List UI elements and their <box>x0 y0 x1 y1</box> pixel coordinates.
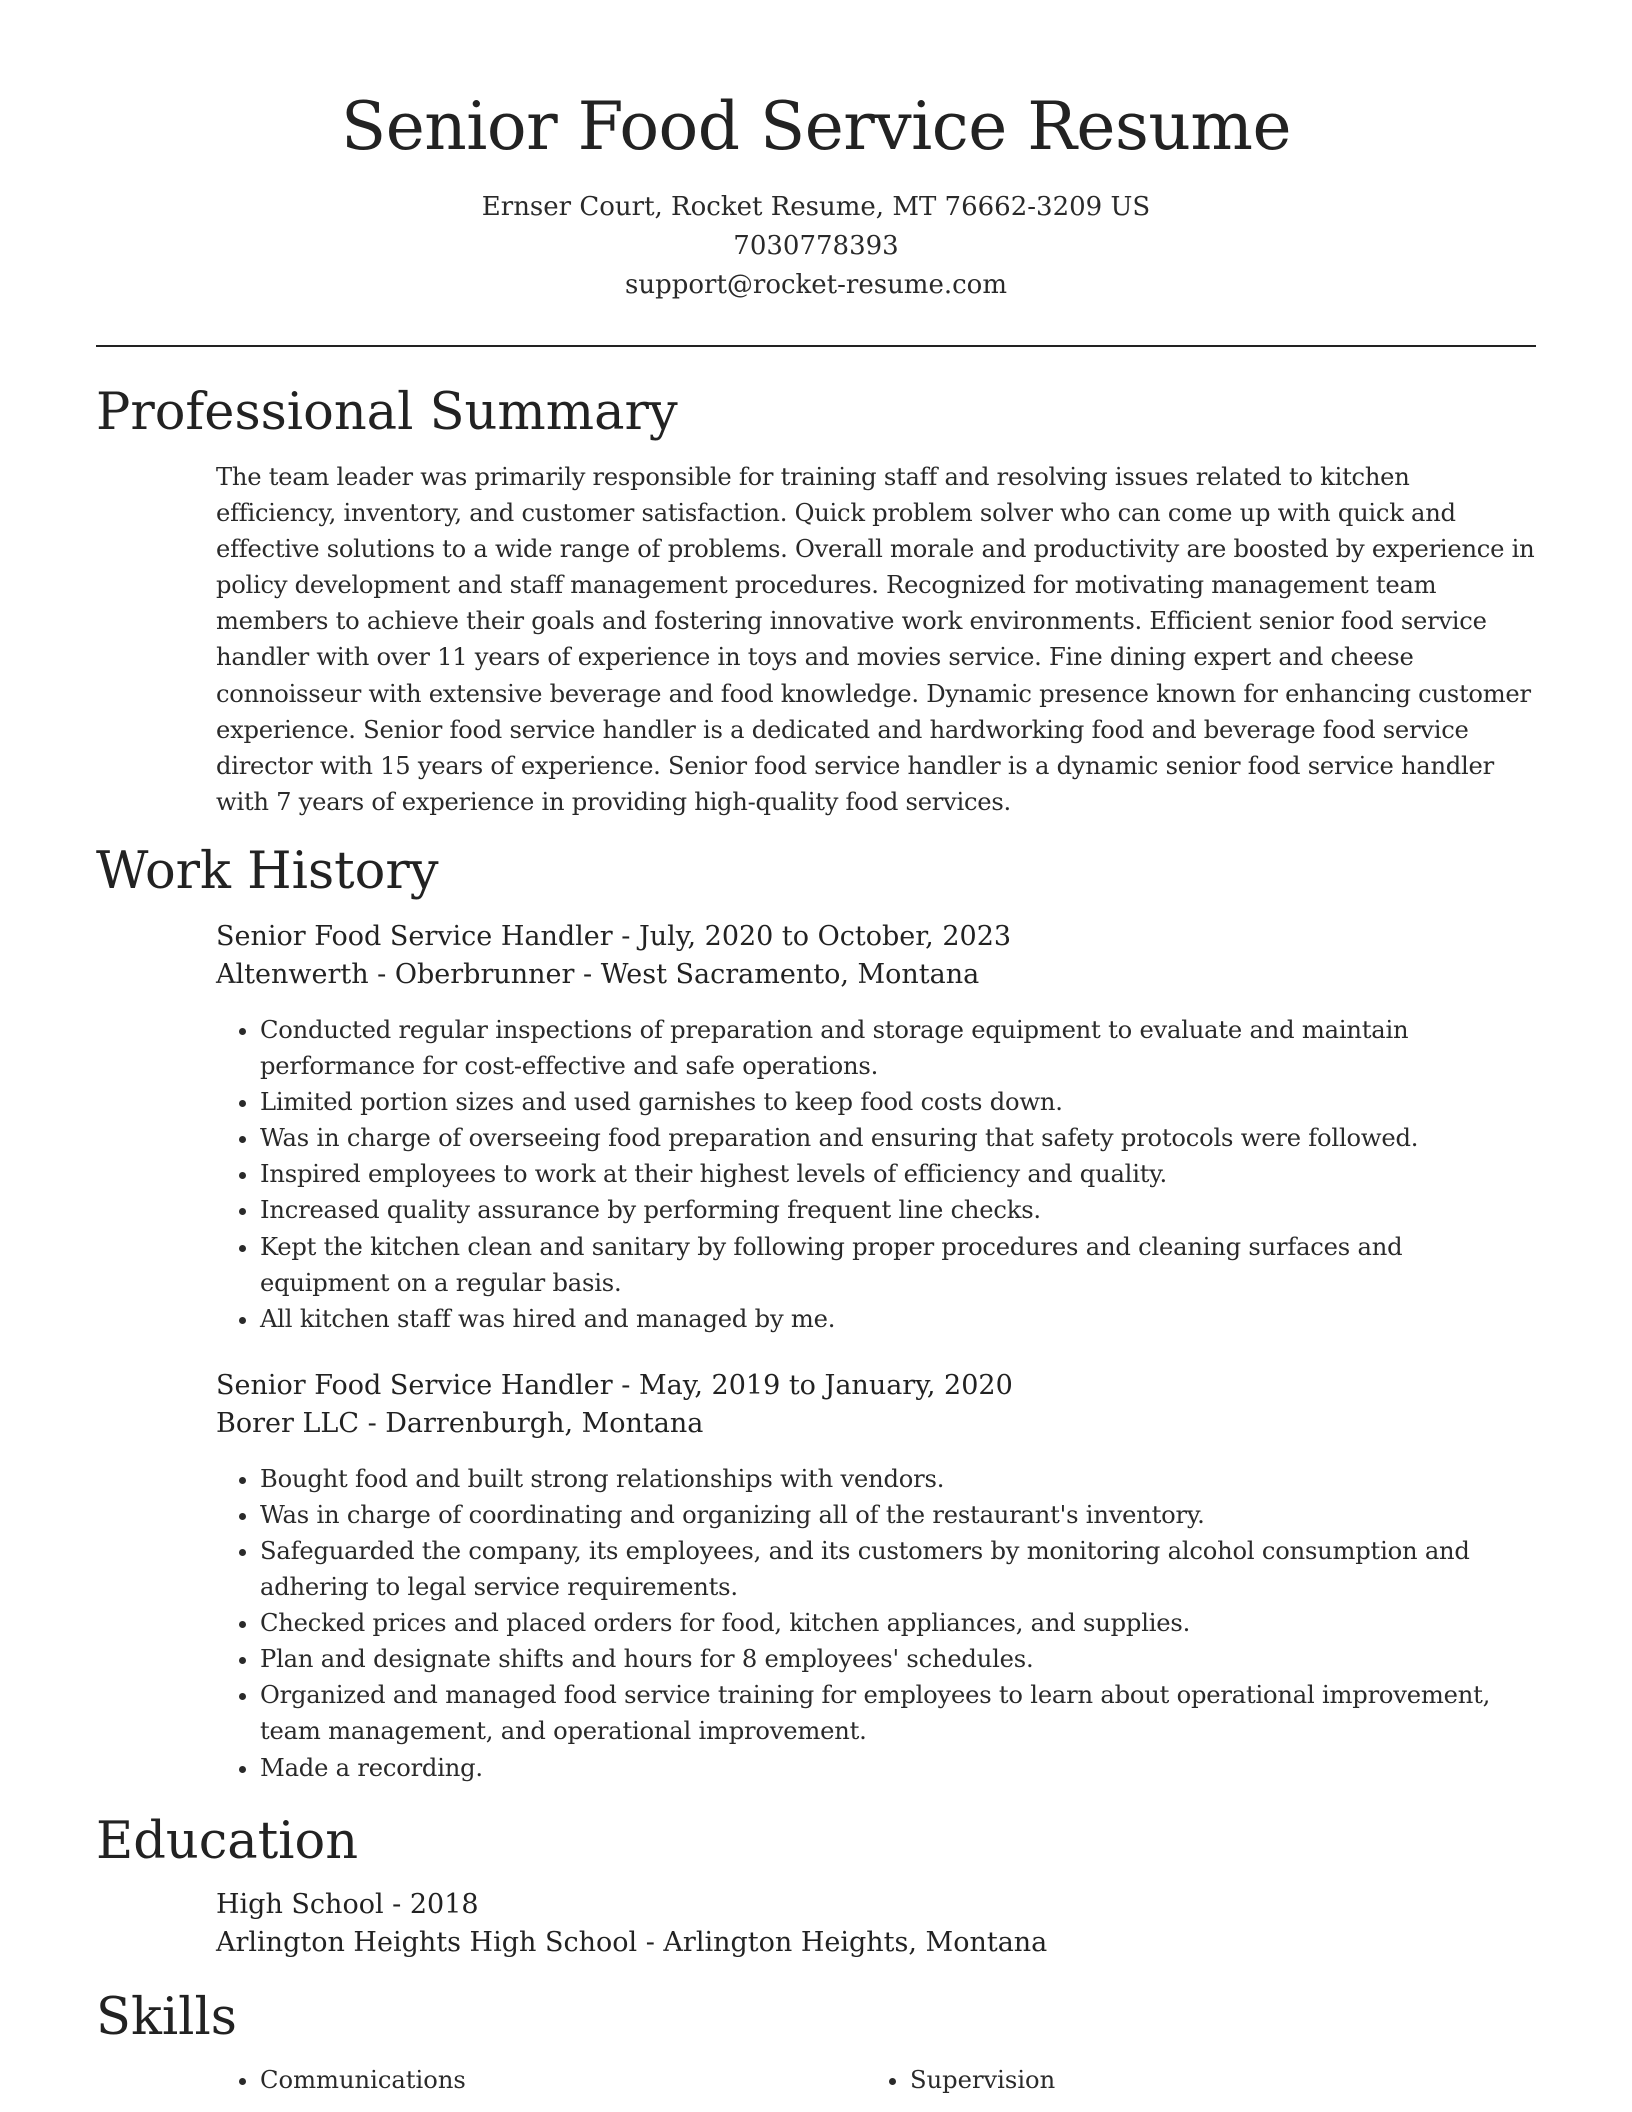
school-line: Arlington Heights High School - Arlington Heights, Montana <box>216 1926 1048 1958</box>
education-heading: Education <box>96 1811 359 1871</box>
list-item: • Was in charge of overseeing food preparation and ensuring that safety protocols were followed. <box>260 1120 1536 1156</box>
contact-address: Ernser Court, Rocket Resume, MT 76662-3209 US <box>481 192 1151 222</box>
list-item: • Checked prices and placed orders for food, kitchen appliances, and supplies. <box>260 1605 1536 1641</box>
list-item: • Conducted regular inspections of preparation and storage equipment to evaluate and maintain performance for cost-effective and safe operations. <box>260 1012 1536 1084</box>
summary-heading: Professional Summary <box>96 383 678 442</box>
list-item: • Limited portion sizes and used garnishes to keep food costs down. <box>260 1084 1536 1120</box>
list-item: • Kept the kitchen clean and sanitary by following proper procedures and cleaning surfaces and equipment on a regular basis. <box>260 1229 1536 1301</box>
contact-block <box>96 188 1536 305</box>
list-item: • Inspired employees to work at their highest levels of efficiency and quality. <box>260 1156 1536 1192</box>
job-title-line: Senior Food Service Handler - May, 2019 to January, 2020 <box>216 1369 1013 1401</box>
skill-item: • Supervision <box>910 2062 1055 2098</box>
resume-title: Senior Food Service Resume <box>340 88 1292 165</box>
list-item: • All kitchen staff was hired and managed by me. <box>260 1301 1536 1337</box>
degree-line: High School - 2018 <box>216 1888 479 1920</box>
resume-header <box>96 0 1536 305</box>
work-history-section <box>96 840 1536 1786</box>
skills-section <box>96 1986 1536 2094</box>
job-title-line: Senior Food Service Handler - July, 2020 to October, 2023 <box>216 920 1012 952</box>
summary-section <box>96 381 1536 820</box>
skill-item: • Communications <box>260 2062 466 2098</box>
job-duties-list <box>216 1012 1536 1337</box>
education-entry <box>216 1886 1536 1962</box>
header-divider <box>96 345 1536 347</box>
list-item: • Plan and designate shifts and hours for 8 employees' schedules. <box>260 1641 1536 1677</box>
list-item: • Was in charge of coordinating and organizing all of the restaurant's inventory. <box>260 1497 1536 1533</box>
job-entry <box>216 1367 1536 1786</box>
work-history-heading: Work History <box>96 841 439 901</box>
list-item: • Made a recording. <box>260 1750 1536 1786</box>
job-employer-line: Altenwerth - Oberbrunner - West Sacramento, Montana <box>216 958 980 990</box>
contact-email: support@rocket-resume.com <box>624 270 1007 300</box>
list-item: • Safeguarded the company, its employees, and its customers by monitoring alcohol consumption and adhering to legal service requirements. <box>260 1533 1536 1605</box>
summary-text: The team leader was primarily responsible for training staff and resolving issues related to kitchen efficiency, inventory, and customer satisfaction. Quick problem solver who can come up with quick and effective solutions to a wide range of problems. Overall morale and productivity are boosted by experience in policy development and staff management procedures. Recognized for motivating management team members to achieve their goals and fostering innovative work environments. Efficient senior food service handler with over 11 years of experience in toys and movies service. Fine dining expert and cheese connoisseur with extensive beverage and food knowledge. Dynamic presence known for enhancing customer experience. Senior food service handler is a dedicated and hardworking food and beverage food service director with 15 years of experience. Senior food service handler is a dynamic senior food service handler with 7 years of experience in providing high-quality food services. <box>216 463 1535 816</box>
job-entry <box>216 918 1536 1337</box>
education-section <box>96 1810 1536 1962</box>
skills-list-left <box>216 2062 466 2098</box>
list-item: • Organized and managed food service training for employees to learn about operational improvement, team management, and operational improvement. <box>260 1677 1536 1749</box>
job-duties-list <box>216 1461 1536 1786</box>
list-item: • Bought food and built strong relationships with vendors. <box>260 1461 1536 1497</box>
contact-phone: 7030778393 <box>733 231 899 261</box>
skills-heading: Skills <box>96 1987 237 2047</box>
list-item: • Increased quality assurance by performing frequent line checks. <box>260 1192 1536 1228</box>
job-employer-line: Borer LLC - Darrenburgh, Montana <box>216 1407 704 1439</box>
skills-list-right <box>866 2062 1055 2098</box>
resume-page <box>96 0 1536 2094</box>
